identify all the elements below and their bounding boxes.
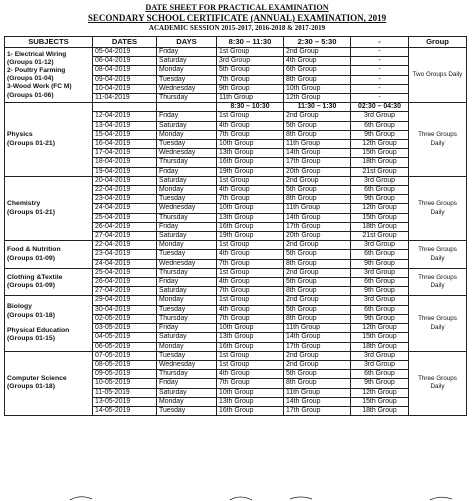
slot-1-cell: 10th Group xyxy=(217,204,284,213)
slot-1-cell: 13th Group xyxy=(217,149,284,158)
science-time-header-row xyxy=(5,103,467,112)
date-cell: 12-04-2019 xyxy=(93,112,157,121)
date-cell: 09-05-2019 xyxy=(93,370,157,379)
slot-3-cell: 18th Group xyxy=(351,158,409,167)
day-cell: Friday xyxy=(157,222,217,231)
subject-cell xyxy=(5,48,93,103)
slot-1-cell: 4th Group xyxy=(217,250,284,259)
column-header-slot-3: - xyxy=(351,37,409,48)
day-cell: Friday xyxy=(157,278,217,287)
date-cell: 05-04-2019 xyxy=(93,48,157,57)
date-cell: 27-04-2019 xyxy=(93,232,157,241)
slot-1-cell: 1st Group xyxy=(217,241,284,250)
slot-2-cell: 2nd Group xyxy=(284,360,351,369)
column-header-slot-2: 2:30 – 5:30 xyxy=(284,37,351,48)
slot-3-cell: 15th Group xyxy=(351,213,409,222)
slot-2-cell: 2nd Group xyxy=(284,48,351,57)
slot-2-cell: 4th Group xyxy=(284,57,351,66)
slot-3-cell: 3rd Group xyxy=(351,296,409,305)
slot-2-cell: 5th Group xyxy=(284,121,351,130)
document-title: DATE SHEET FOR PRACTICAL EXAMINATION xyxy=(145,3,329,12)
slot-1-cell: 10th Group xyxy=(217,140,284,149)
slot-1-cell: 1st Group xyxy=(217,112,284,121)
slot-1-cell: 16th Group xyxy=(217,222,284,231)
slot-2-cell: 8th Group xyxy=(284,287,351,296)
date-cell: 17-04-2019 xyxy=(93,149,157,158)
slot-1-cell: 11th Group xyxy=(217,94,284,103)
slot-3-cell: 3rd Group xyxy=(351,112,409,121)
slot-3-cell: - xyxy=(351,66,409,75)
date-cell: 06-04-2019 xyxy=(93,57,157,66)
slot-1-cell: 1st Group xyxy=(217,268,284,277)
slot-2-cell: 17th Group xyxy=(284,222,351,231)
day-cell: Thursday xyxy=(157,94,217,103)
subject-line: (Groups 01-21) xyxy=(7,139,55,147)
slot-1-cell: 13th Group xyxy=(217,213,284,222)
day-cell: Saturday xyxy=(157,57,217,66)
slot-1-cell: 7th Group xyxy=(217,314,284,323)
date-cell: 03-05-2019 xyxy=(93,324,157,333)
day-cell: Friday xyxy=(157,379,217,388)
column-header-dates: DATES xyxy=(93,37,157,48)
slot-1-cell: 1st Group xyxy=(217,296,284,305)
day-cell: Tuesday xyxy=(157,406,217,415)
academic-session: ACADEMIC SESSION 2015-2017, 2016-2018 & 2017-2019 xyxy=(148,24,326,32)
date-cell: 23-04-2019 xyxy=(93,195,157,204)
subject-line: 2- Poultry Farming xyxy=(7,66,66,74)
day-cell: Monday xyxy=(157,130,217,139)
date-cell: 13-05-2019 xyxy=(93,397,157,406)
slot-1-cell: 4th Group xyxy=(217,305,284,314)
slot-2-cell: 2nd Group xyxy=(284,268,351,277)
subject-line: Computer Science xyxy=(7,374,67,382)
slot-1-cell: 7th Group xyxy=(217,259,284,268)
group-note-cell: Three Groups Daily xyxy=(409,176,467,240)
slot-2-cell: 5th Group xyxy=(284,305,351,314)
date-cell: 08-04-2019 xyxy=(93,66,157,75)
slot-3-cell: 12th Group xyxy=(351,324,409,333)
slot-3-cell: 9th Group xyxy=(351,259,409,268)
day-cell xyxy=(157,103,217,112)
subject-line: (Groups 01-09) xyxy=(7,254,55,262)
group-note-cell: Three Groups Daily xyxy=(409,103,467,177)
slot-1-cell: 16th Group xyxy=(217,406,284,415)
subject-cell xyxy=(5,296,93,351)
slot-1-time: 8:30 – 10:30 xyxy=(217,103,284,112)
slot-1-cell: 10th Group xyxy=(217,324,284,333)
slot-3-cell: 6th Group xyxy=(351,186,409,195)
slot-2-cell: 5th Group xyxy=(284,370,351,379)
day-cell: Wednesday xyxy=(157,360,217,369)
subject-line: (Groups 01-09) xyxy=(7,282,55,290)
subject-line: (Groups 01-15) xyxy=(7,335,55,343)
table-row xyxy=(5,176,467,185)
slot-2-cell: 14th Group xyxy=(284,149,351,158)
slot-3-cell: 6th Group xyxy=(351,278,409,287)
subject-line: Physical Education xyxy=(7,326,70,334)
day-cell: Saturday xyxy=(157,121,217,130)
slot-2-cell: 2nd Group xyxy=(284,176,351,185)
date-sheet-table xyxy=(4,36,467,416)
slot-1-cell: 16th Group xyxy=(217,342,284,351)
slot-3-cell: 12th Group xyxy=(351,140,409,149)
group-note-cell: Three Groups Daily xyxy=(409,268,467,296)
slot-2-cell: 14th Group xyxy=(284,333,351,342)
date-cell: 06-05-2019 xyxy=(93,342,157,351)
slot-2-cell: 17th Group xyxy=(284,342,351,351)
slot-2-cell: 20th Group xyxy=(284,167,351,176)
slot-3-cell: 18th Group xyxy=(351,222,409,231)
subject-line: (Groups 01-21) xyxy=(7,208,55,216)
day-cell: Saturday xyxy=(157,287,217,296)
slot-2-cell: 2nd Group xyxy=(284,296,351,305)
date-cell: 11-05-2019 xyxy=(93,388,157,397)
slot-2-cell: 5th Group xyxy=(284,250,351,259)
slot-3-cell: 3rd Group xyxy=(351,351,409,360)
date-cell: 02-05-2019 xyxy=(93,314,157,323)
date-cell: 22-04-2019 xyxy=(93,241,157,250)
date-cell: 24-04-2019 xyxy=(93,204,157,213)
group-note-cell: Three Groups Daily xyxy=(409,351,467,415)
day-cell: Friday xyxy=(157,324,217,333)
slot-3-cell: 15th Group xyxy=(351,397,409,406)
signature-strokes xyxy=(0,494,474,501)
slot-2-time: 11:30 – 1:30 xyxy=(284,103,351,112)
subject-line: Physics xyxy=(7,130,33,138)
table-row xyxy=(5,351,467,360)
document-subtitle: SECONDARY SCHOOL CERTIFICATE (ANNUAL) EXAMINATION, 2019 xyxy=(87,13,387,23)
day-cell: Wednesday xyxy=(157,149,217,158)
date-cell: 25-04-2019 xyxy=(93,268,157,277)
date-cell: 26-04-2019 xyxy=(93,222,157,231)
day-cell: Saturday xyxy=(157,333,217,342)
slot-3-cell: 9th Group xyxy=(351,314,409,323)
subject-line: 1- Electrical Wiring xyxy=(7,50,67,58)
day-cell: Wednesday xyxy=(157,259,217,268)
slot-3-cell: - xyxy=(351,84,409,93)
slot-2-cell: 14th Group xyxy=(284,397,351,406)
slot-2-cell: 8th Group xyxy=(284,195,351,204)
slot-1-cell: 7th Group xyxy=(217,287,284,296)
slot-1-cell: 19th Group xyxy=(217,232,284,241)
table-row xyxy=(5,296,467,305)
slot-1-cell: 1st Group xyxy=(217,48,284,57)
column-header-group: Group xyxy=(409,37,467,48)
slot-3-time: 02:30 – 04:30 xyxy=(351,103,409,112)
slot-3-cell: 9th Group xyxy=(351,379,409,388)
table-row xyxy=(5,48,467,57)
slot-3-cell: 6th Group xyxy=(351,305,409,314)
slot-2-cell: 11th Group xyxy=(284,140,351,149)
column-header-slot-1: 8:30 – 11:30 xyxy=(217,37,284,48)
slot-3-cell: 9th Group xyxy=(351,195,409,204)
day-cell: Saturday xyxy=(157,388,217,397)
slot-3-cell: 6th Group xyxy=(351,121,409,130)
day-cell: Saturday xyxy=(157,176,217,185)
date-cell: 23-04-2019 xyxy=(93,250,157,259)
date-cell: 26-04-2019 xyxy=(93,278,157,287)
date-cell: 29-04-2019 xyxy=(93,296,157,305)
slot-1-cell: 1st Group xyxy=(217,176,284,185)
subject-line: 3-Wood Work (FC M) xyxy=(7,83,72,91)
date-cell: 10-05-2019 xyxy=(93,379,157,388)
date-cell: 30-04-2019 xyxy=(93,305,157,314)
subject-line: (Groups 01-18) xyxy=(7,312,55,319)
slot-2-cell: 8th Group xyxy=(284,314,351,323)
column-header-subjects: SUBJECTS xyxy=(5,37,93,48)
slot-1-cell: 1st Group xyxy=(217,360,284,369)
day-cell: Monday xyxy=(157,342,217,351)
day-cell: Friday xyxy=(157,167,217,176)
table-header-row xyxy=(5,37,467,48)
date-cell: 20-04-2019 xyxy=(93,176,157,185)
subject-cell xyxy=(5,103,93,177)
slot-2-cell: 17th Group xyxy=(284,406,351,415)
day-cell: Monday xyxy=(157,397,217,406)
subject-line: Biology xyxy=(7,303,32,311)
slot-2-cell: 11th Group xyxy=(284,324,351,333)
slot-3-cell: 9th Group xyxy=(351,130,409,139)
date-cell: 08-05-2019 xyxy=(93,360,157,369)
slot-2-cell: 2nd Group xyxy=(284,241,351,250)
day-cell: Tuesday xyxy=(157,195,217,204)
table-row xyxy=(5,268,467,277)
day-cell: Friday xyxy=(157,48,217,57)
slot-1-cell: 10th Group xyxy=(217,388,284,397)
date-cell: 07-05-2019 xyxy=(93,351,157,360)
day-cell: Wednesday xyxy=(157,84,217,93)
slot-3-cell: 15th Group xyxy=(351,149,409,158)
date-cell: 19-04-2019 xyxy=(93,167,157,176)
slot-3-cell: 9th Group xyxy=(351,287,409,296)
slot-3-cell: 6th Group xyxy=(351,250,409,259)
slot-1-cell: 5th Group xyxy=(217,66,284,75)
group-note-cell: Three Groups Daily xyxy=(409,296,467,351)
slot-2-cell: 14th Group xyxy=(284,213,351,222)
subject-line: (Groups 01-12) xyxy=(7,58,54,66)
slot-2-cell: 17th Group xyxy=(284,158,351,167)
slot-3-cell: 21st Group xyxy=(351,232,409,241)
day-cell: Wednesday xyxy=(157,204,217,213)
slot-3-cell: 21st Group xyxy=(351,167,409,176)
slot-3-cell: - xyxy=(351,75,409,84)
slot-2-cell: 2nd Group xyxy=(284,351,351,360)
slot-1-cell: 13th Group xyxy=(217,333,284,342)
date-cell: 27-04-2019 xyxy=(93,287,157,296)
table-body xyxy=(5,48,467,416)
slot-3-cell: - xyxy=(351,57,409,66)
slot-1-cell: 7th Group xyxy=(217,75,284,84)
subject-cell xyxy=(5,241,93,269)
subject-cell xyxy=(5,176,93,240)
date-cell: 13-04-2019 xyxy=(93,121,157,130)
slot-3-cell: 12th Group xyxy=(351,388,409,397)
slot-2-cell: 8th Group xyxy=(284,130,351,139)
group-note-cell: Three Groups Daily xyxy=(409,241,467,269)
date-cell: 09-04-2019 xyxy=(93,75,157,84)
slot-2-cell: 8th Group xyxy=(284,379,351,388)
slot-1-cell: 19th Group xyxy=(217,167,284,176)
slot-2-cell: 2nd Group xyxy=(284,112,351,121)
slot-1-cell: 3rd Group xyxy=(217,57,284,66)
slot-1-cell: 4th Group xyxy=(217,121,284,130)
subject-line: (Groups 01-06) xyxy=(7,91,54,99)
slot-1-cell: 7th Group xyxy=(217,379,284,388)
slot-3-cell: 18th Group xyxy=(351,342,409,351)
slot-2-cell: 8th Group xyxy=(284,75,351,84)
slot-3-cell: 3rd Group xyxy=(351,176,409,185)
day-cell: Thursday xyxy=(157,213,217,222)
date-cell: 10-04-2019 xyxy=(93,84,157,93)
day-cell: Thursday xyxy=(157,370,217,379)
date-cell: 16-04-2019 xyxy=(93,140,157,149)
slot-3-cell: 6th Group xyxy=(351,370,409,379)
date-cell: 14-05-2019 xyxy=(93,406,157,415)
day-cell: Tuesday xyxy=(157,140,217,149)
slot-3-cell: 18th Group xyxy=(351,406,409,415)
day-cell: Monday xyxy=(157,66,217,75)
slot-3-cell: 3rd Group xyxy=(351,268,409,277)
date-cell: 24-04-2019 xyxy=(93,259,157,268)
slot-3-cell: 3rd Group xyxy=(351,360,409,369)
slot-3-cell: - xyxy=(351,94,409,103)
slot-2-cell: 5th Group xyxy=(284,186,351,195)
slot-1-cell: 13th Group xyxy=(217,397,284,406)
slot-1-cell: 7th Group xyxy=(217,130,284,139)
subject-line: Clothing &Textile xyxy=(7,273,63,281)
slot-1-cell: 7th Group xyxy=(217,195,284,204)
slot-1-cell: 4th Group xyxy=(217,186,284,195)
subject-line: Food & Nutrition xyxy=(7,245,61,253)
column-header-days: DAYS xyxy=(157,37,217,48)
date-cell xyxy=(93,103,157,112)
slot-1-cell: 4th Group xyxy=(217,370,284,379)
slot-2-cell: 6th Group xyxy=(284,66,351,75)
slot-1-cell: 16th Group xyxy=(217,158,284,167)
slot-3-cell: - xyxy=(351,48,409,57)
date-cell: 22-04-2019 xyxy=(93,186,157,195)
subject-line: Chemistry xyxy=(7,199,41,207)
subject-cell xyxy=(5,351,93,415)
slot-2-cell: 8th Group xyxy=(284,259,351,268)
day-cell: Friday xyxy=(157,112,217,121)
day-cell: Tuesday xyxy=(157,305,217,314)
date-cell: 18-04-2019 xyxy=(93,158,157,167)
slot-1-cell: 9th Group xyxy=(217,84,284,93)
subject-line: (Groups 01-04) xyxy=(7,75,54,83)
subject-line: (Groups 01-18) xyxy=(7,383,55,391)
slot-2-cell: 5th Group xyxy=(284,278,351,287)
day-cell: Thursday xyxy=(157,158,217,167)
slot-2-cell: 10th Group xyxy=(284,84,351,93)
day-cell: Saturday xyxy=(157,232,217,241)
slot-2-cell: 12th Group xyxy=(284,94,351,103)
day-cell: Thursday xyxy=(157,314,217,323)
slot-2-cell: 11th Group xyxy=(284,204,351,213)
slot-3-cell: 12th Group xyxy=(351,204,409,213)
subject-cell xyxy=(5,268,93,296)
slot-1-cell: 1st Group xyxy=(217,351,284,360)
slot-1-cell: 4th Group xyxy=(217,278,284,287)
day-cell: Monday xyxy=(157,296,217,305)
slot-2-cell: 11th Group xyxy=(284,388,351,397)
table-row xyxy=(5,241,467,250)
day-cell: Tuesday xyxy=(157,351,217,360)
day-cell: Tuesday xyxy=(157,250,217,259)
day-cell: Thursday xyxy=(157,268,217,277)
slot-2-cell: 20th Group xyxy=(284,232,351,241)
date-cell: 11-04-2019 xyxy=(93,94,157,103)
day-cell: Monday xyxy=(157,241,217,250)
day-cell: Tuesday xyxy=(157,75,217,84)
slot-3-cell: 3rd Group xyxy=(351,241,409,250)
date-cell: 04-05-2019 xyxy=(93,333,157,342)
day-cell: Monday xyxy=(157,186,217,195)
date-cell: 15-04-2019 xyxy=(93,130,157,139)
slot-3-cell: 15th Group xyxy=(351,333,409,342)
date-cell: 25-04-2019 xyxy=(93,213,157,222)
group-note-cell: Two Groups Daily xyxy=(409,48,467,103)
